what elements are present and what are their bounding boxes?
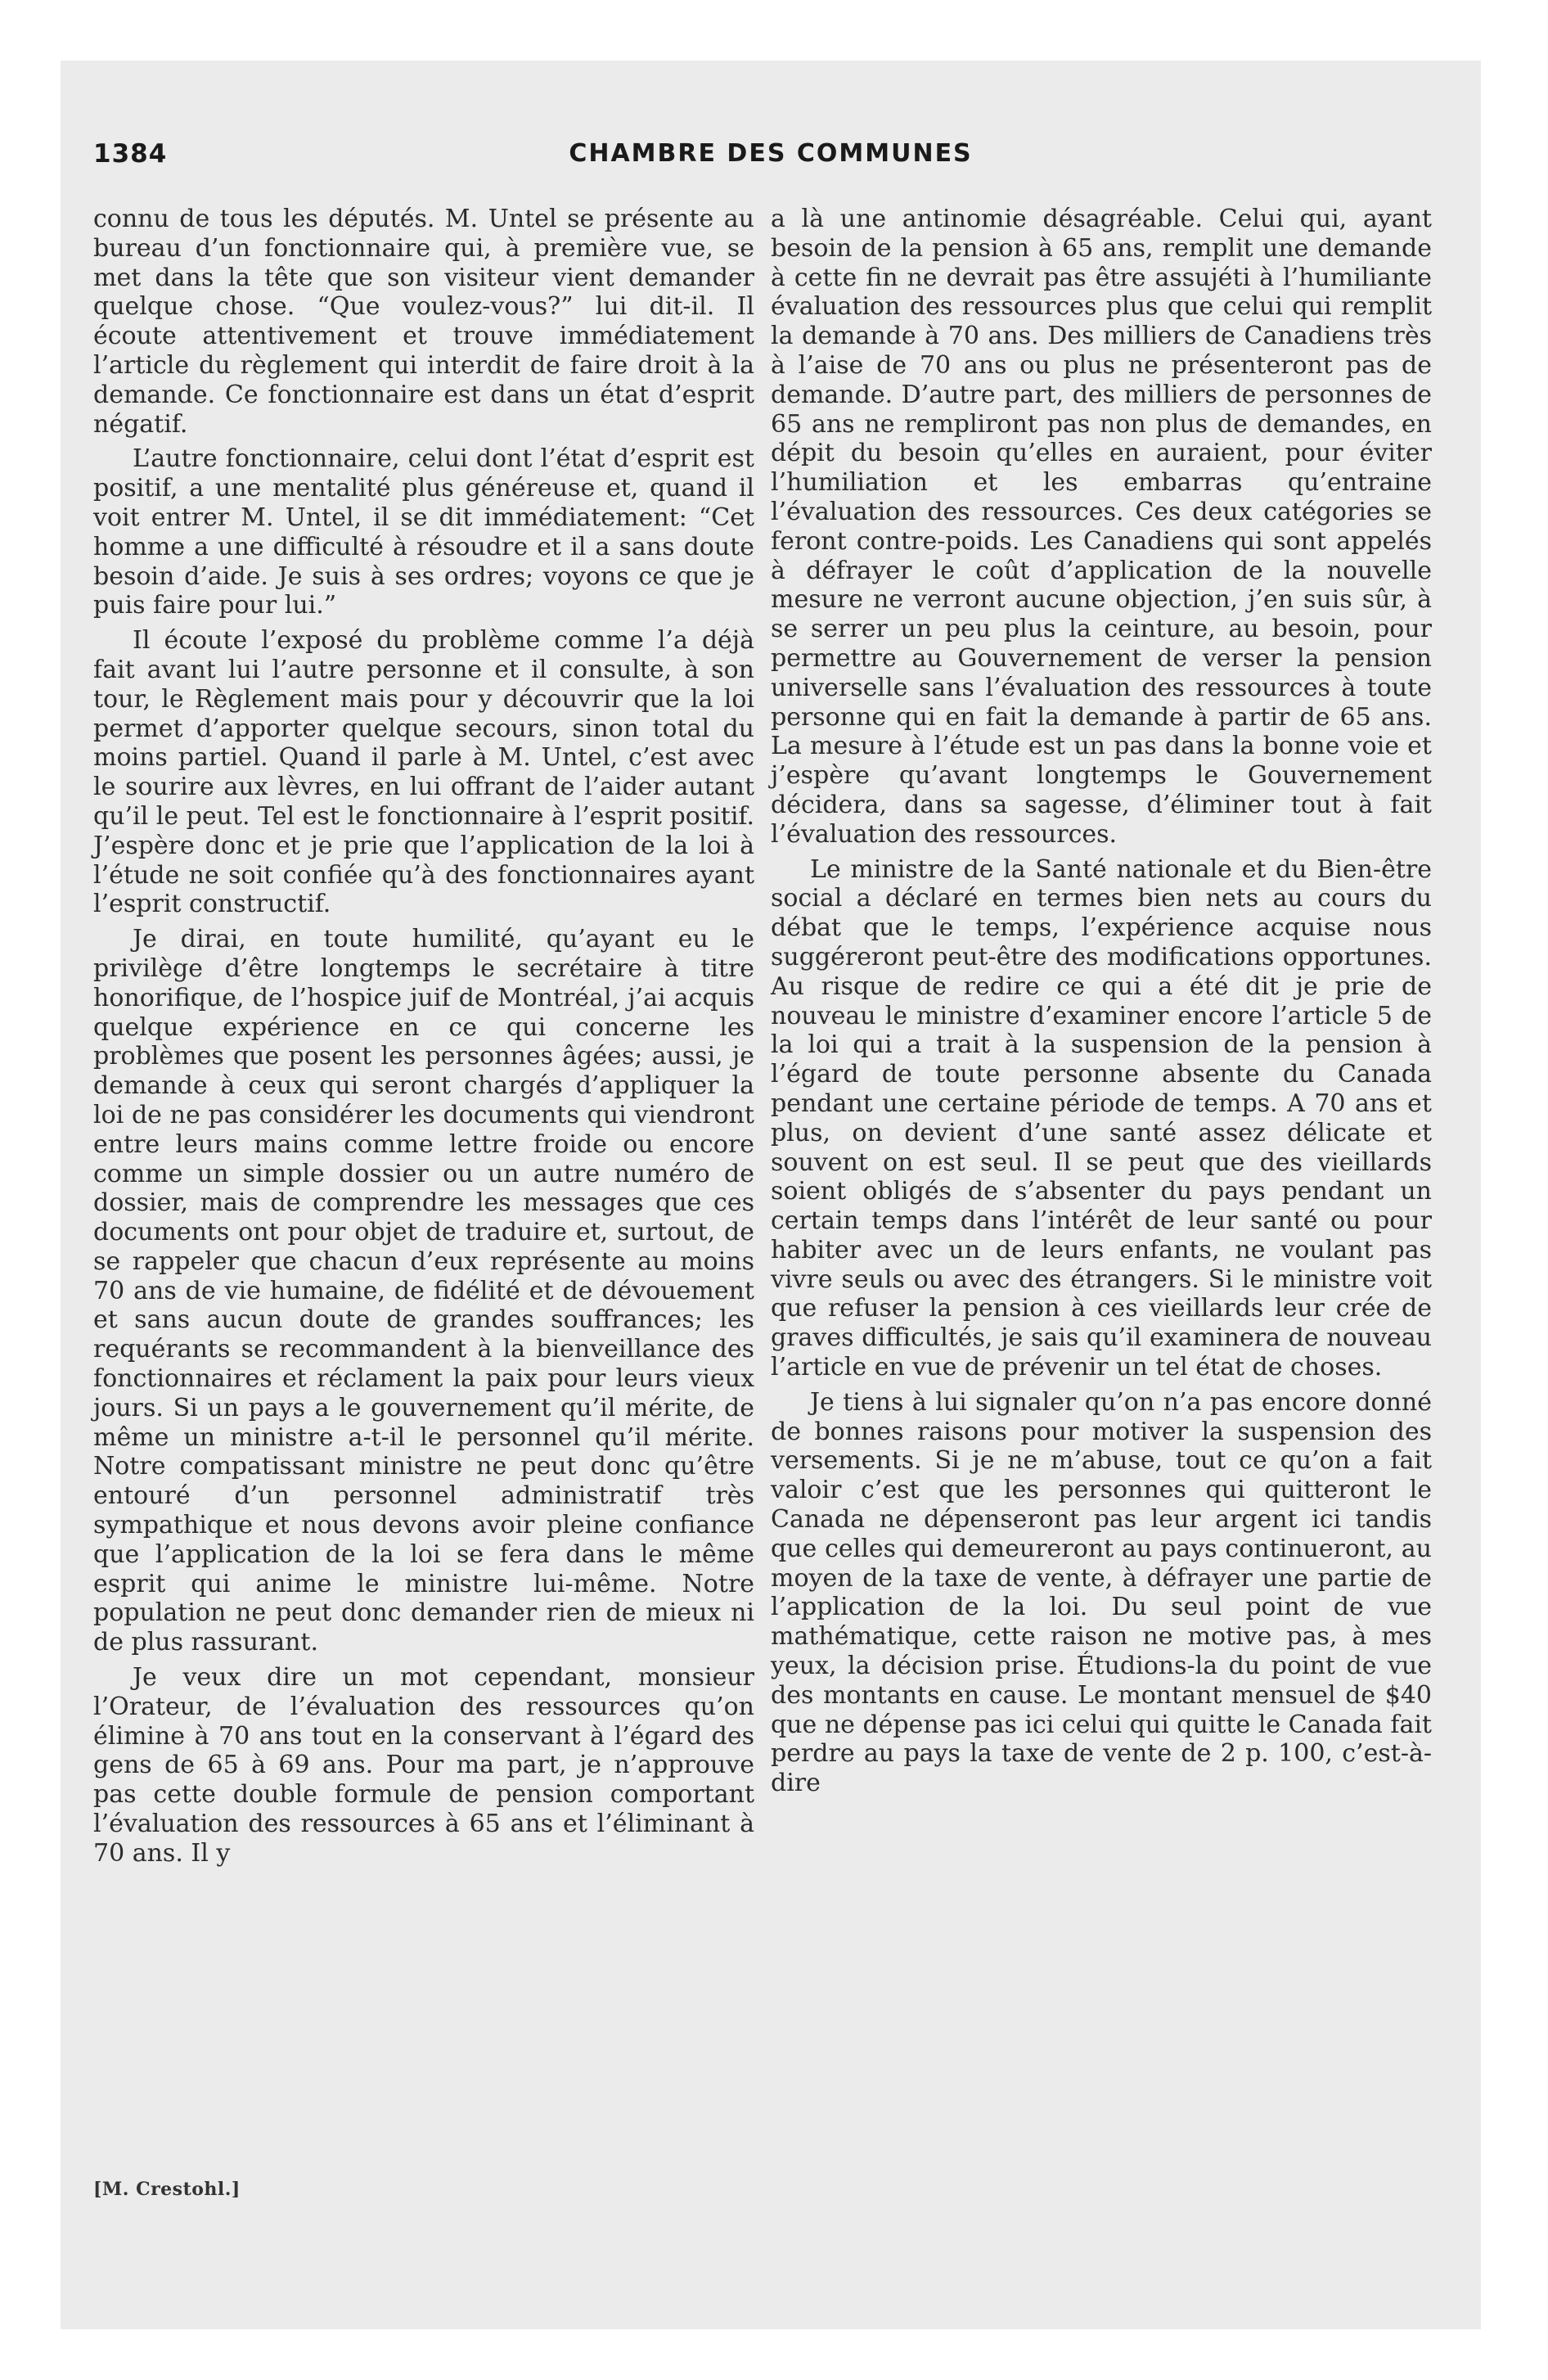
running-head: CHAMBRE DES COMMUNES: [569, 139, 973, 168]
paragraph: Le ministre de la Santé nationale et du Bien-être social a déclaré en termes bien nets au cours du débat que le temps, l’expérience acquise nous suggéreront peut-être des modifications opportunes. Au risque de redire ce qui a été dit je prie de nouveau le ministre d’examiner encore l’article 5 de la loi qui a trait à la suspension de la pension à l’égard de toute personne absente du Canada pendant une certaine période de temps. A 70 ans et plus, on devient d’une santé assez délicate et souvent on est seul. Il se peut que des vieillards soient obligés de s’absenter du pays pendant un certain temps dans l’intérêt de leur santé ou pour habiter avec un de leurs enfants, ne voulant pas vivre seuls ou avec des étrangers. Si le ministre voit que refuser la pension à ces vieillards leur crée de graves difficultés, je sais qu’il examinera de nouveau l’article en vue de prévenir un tel état de choses.: [771, 854, 1432, 1382]
speaker-attribution: [M. Crestohl.]: [93, 2179, 241, 2200]
right-column: [771, 205, 1432, 1804]
paragraph: Je dirai, en toute humilité, qu’ayant eu le privilège d’être longtemps le secrétaire à titre honorifique, de l’hospice juif de Montréal, j’ai acquis quelque expérience en ce qui concerne les problèmes que posent les personnes âgées; aussi, je demande à ceux qui seront chargés d’appliquer la loi de ne pas considérer les documents qui viendront entre leurs mains comme lettre froide ou encore comme un simple dossier ou un autre numéro de dossier, mais de comprendre les messages que ces documents ont pour objet de traduire et, surtout, de se rappeler que chacun d’eux représente au moins 70 ans de vie humaine, de fidélité et de dévouement et sans aucun doute de grandes souffrances; les requérants se recommandent à la bienveillance des fonctionnaires et réclament la paix pour leurs vieux jours. Si un pays a le gouvernement qu’il mérite, de même un ministre a-t-il le personnel qu’il mérite. Notre compatissant ministre ne peut donc qu’être entouré d’un personnel administratif très sympathique et nous devons avoir pleine confiance que l’application de la loi se fera dans le même esprit qui anime le ministre lui-même. Notre population ne peut donc demander rien de mieux ni de plus rassurant.: [93, 925, 754, 1657]
paragraph: a là une antinomie désagréable. Celui qui, ayant besoin de la pension à 65 ans, remplit une demande à cette fin ne devrait pas être assujéti à l’humiliante évaluation des ressources plus que celui qui remplit la demande à 70 ans. Des milliers de Canadiens très à l’aise de 70 ans ou plus ne présenteront pas de demande. D’autre part, des milliers de personnes de 65 ans ne rempliront pas non plus de demandes, en dépit du besoin qu’elles en auraient, pour éviter l’humiliation et les embarras qu’entraine l’évaluation des ressources. Ces deux catégories se feront contre-poids. Les Canadiens qui sont appelés à défrayer le coût d’application de la nouvelle mesure ne verront aucune objection, j’en suis sûr, à se serrer un peu plus la ceinture, au besoin, pour permettre au Gouvernement de verser la pension universelle sans l’évaluation des ressources à toute personne qui en fait la demande à partir de 65 ans. La mesure à l’étude est un pas dans la bonne voie et j’espère qu’avant longtemps le Gouvernement décidera, dans sa sagesse, d’éliminer tout à fait l’évaluation des ressources.: [771, 205, 1432, 849]
paragraph: Je tiens à lui signaler qu’on n’a pas encore donné de bonnes raisons pour motiver la suspension des versements. Si je ne m’abuse, tout ce qu’on a fait valoir c’est que les personnes qui quitteront le Canada ne dépenseront pas leur argent ici tandis que celles qui demeureront au pays continueront, au moyen de la taxe de vente, à défrayer une partie de l’application de la loi. Du seul point de vue mathématique, cette raison ne motive pas, à mes yeux, la décision prise. Étudions-la du point de vue des montants en cause. Le montant mensuel de $40 que ne dépense pas ici celui qui quitte le Canada fait perdre au pays la taxe de vente de 2 p. 100, c’est-à-dire: [771, 1387, 1432, 1798]
paragraph: Il écoute l’exposé du problème comme l’a déjà fait avant lui l’autre personne et il consulte, à son tour, le Règlement mais pour y découvrir que la loi permet d’apporter quelque secours, sinon total du moins partiel. Quand il parle à M. Untel, c’est avec le sourire aux lèvres, en lui offrant de l’aider autant qu’il le peut. Tel est le fonctionnaire à l’esprit positif. J’espère donc et je prie que l’application de la loi à l’étude ne soit confiée qu’à des fonctionnaires ayant l’esprit constructif.: [93, 626, 754, 919]
scanned-page: [61, 61, 1481, 2329]
left-column: [93, 205, 754, 1874]
page-number: 1384: [93, 139, 168, 169]
paragraph: L’autre fonctionnaire, celui dont l’état d’esprit est positif, a une mentalité plus généreuse et, quand il voit entrer M. Untel, il se dit immédiatement: “Cet homme a une difficulté à résoudre et il a sans doute besoin d’aide. Je suis à ses ordres; voyons ce que je puis faire pour lui.”: [93, 444, 754, 620]
paragraph: connu de tous les députés. M. Untel se présente au bureau d’un fonctionnaire qui, à première vue, se met dans la tête que son visiteur vient demander quelque chose. “Que voulez-vous?” lui dit-il. Il écoute attentivement et trouve immédiatement l’article du règlement qui interdit de faire droit à la demande. Ce fonctionnaire est dans un état d’esprit négatif.: [93, 205, 754, 439]
paragraph: Je veux dire un mot cependant, monsieur l’Orateur, de l’évaluation des ressources qu’on élimine à 70 ans tout en la conservant à l’égard des gens de 65 à 69 ans. Pour ma part, je n’approuve pas cette double formule de pension comportant l’évaluation des ressources à 65 ans et l’éliminant à 70 ans. Il y: [93, 1663, 754, 1868]
page-header: [93, 139, 1448, 180]
